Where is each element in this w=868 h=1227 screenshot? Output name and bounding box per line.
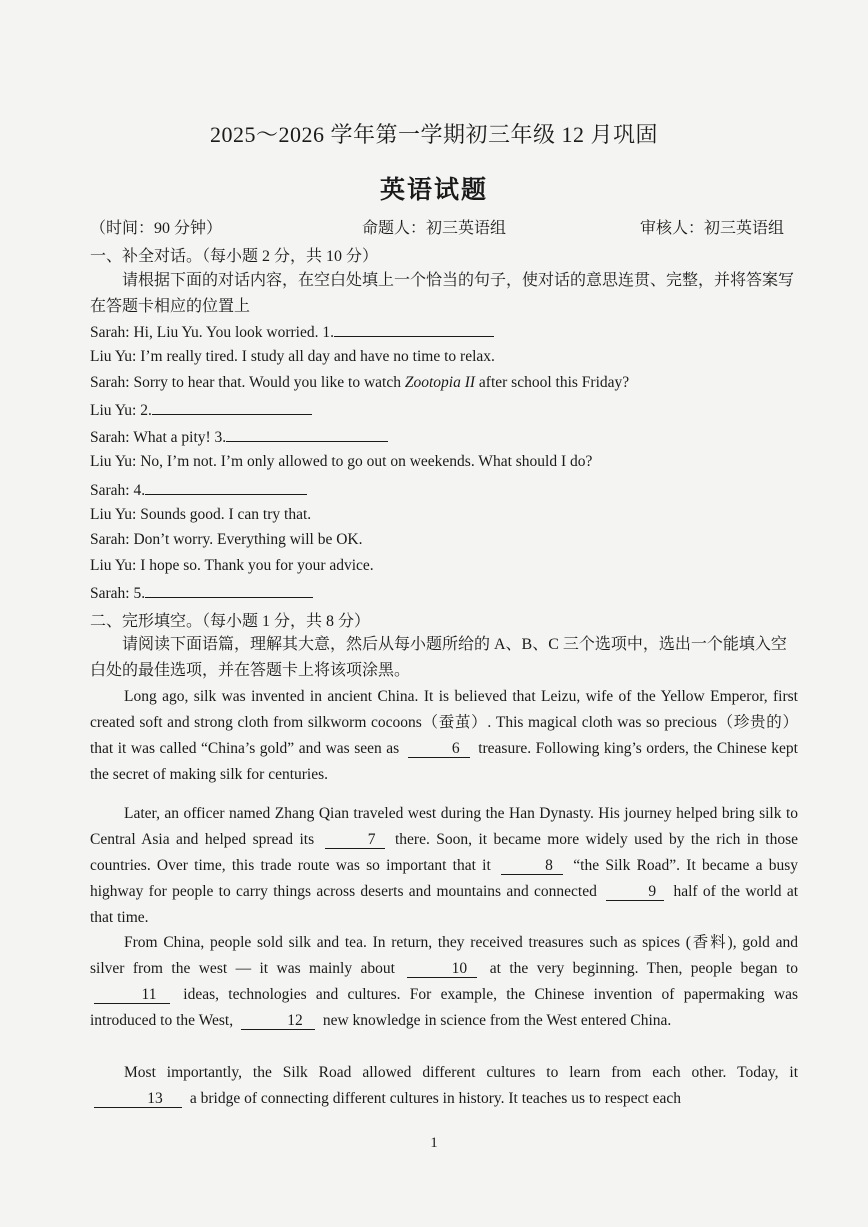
answer-blank xyxy=(145,583,313,598)
dialogue-text: Sarah: Sorry to hear that. Would you like to watch xyxy=(90,374,405,391)
paragraph-text: Later, an officer named Zhang Qian traveled west during the Han Dynasty. His journey helped bring silk to Central Asia and helped spread its xyxy=(90,805,798,848)
cloze-blank-7: 7 xyxy=(325,832,385,849)
section1-heading: 一、补全对话。（每小题 2 分，共 10 分） xyxy=(90,248,379,265)
dialogue-text: Sarah: 5. xyxy=(90,585,146,602)
exam-setter: 命题人：初三英语组 xyxy=(362,220,507,237)
dialogue-line: Liu Yu: I hope so. Thank you for your advice. xyxy=(90,557,374,574)
section1-instruction: 请根据下面的对话内容，在空白处填上一个恰当的句子，使对话的意思连贯、完整，并将答案写在答题卡相应的位置上 xyxy=(90,272,795,315)
cloze-paragraph-3 xyxy=(90,930,798,1034)
answer-blank xyxy=(152,400,312,415)
dialogue-line xyxy=(90,480,307,500)
exam-title: 2025～2026 学年第一学期初三年级 12 月巩固 xyxy=(209,122,658,147)
cloze-blank-12: 12 xyxy=(241,1013,315,1030)
dialogue-text: Sarah: What a pity! 3. xyxy=(90,429,227,446)
cloze-blank-8: 8 xyxy=(501,858,563,875)
paragraph-text: ideas, technologies and cultures. For example, the Chinese invention of papermaking was introduced to the West, xyxy=(90,986,798,1029)
exam-time: （时间：90 分钟） xyxy=(90,220,223,237)
dialogue-line: Sarah: Don’t worry. Everything will be OK. xyxy=(90,531,363,548)
dialogue-text: after school this Friday? xyxy=(475,374,630,391)
dialogue-line xyxy=(90,427,388,447)
answer-blank xyxy=(334,322,494,337)
cloze-paragraph-4 xyxy=(90,1060,798,1112)
section2-heading: 二、完形填空。（每小题 1 分，共 8 分） xyxy=(90,613,371,630)
section2-instruction: 请阅读下面语篇，理解其大意，然后从每小题所给的 A、B、C 三个选项中，选出一个能填入空白处的最佳选项，并在答题卡上将该项涂黑。 xyxy=(90,636,787,679)
dialogue-text: Sarah: Hi, Liu Yu. You look worried. 1. xyxy=(90,324,334,341)
cloze-blank-13: 13 xyxy=(94,1091,182,1108)
paragraph-text: there. Soon, it became more widely used by the rich in those countries. Over time, this trade route was so important that it xyxy=(90,831,799,874)
paragraph-text: Most importantly, the Silk Road allowed different cultures to learn from each other. Today, it xyxy=(124,1064,798,1081)
paragraph-text: half of the world at that time. xyxy=(90,883,799,926)
paragraph-text: Long ago, silk was invented in ancient China. It is believed that Leizu, wife of the Yellow Emperor, first created soft and strong cloth from silkworm cocoons（蚕茧）. This magical cloth was so precious（珍贵的）that it was called “China’s gold” and was seen as xyxy=(90,688,798,757)
paragraph-text: From China, people sold silk and tea. In return, they received treasures such as spices (香料), gold and silver from the west — it was mainly about xyxy=(90,934,798,977)
cloze-blank-11: 11 xyxy=(94,987,170,1004)
dialogue-line: Liu Yu: Sounds good. I can try that. xyxy=(90,506,312,523)
exam-subject: 英语试题 xyxy=(379,177,488,204)
dialogue-line: Liu Yu: No, I’m not. I’m only allowed to go out on weekends. What should I do? xyxy=(90,453,593,470)
dialogue-line xyxy=(90,583,313,603)
cloze-paragraph-2 xyxy=(90,801,798,931)
cloze-paragraph-1 xyxy=(90,684,798,788)
cloze-blank-10: 10 xyxy=(407,961,477,978)
exam-reviewer: 审核人：初三英语组 xyxy=(640,220,785,237)
paragraph-text: new knowledge in science from the West entered China. xyxy=(322,1012,672,1029)
paragraph-text: “the Silk Road”. It became a busy highway for people to carry things across deserts and mountains and connected xyxy=(90,857,798,900)
answer-blank xyxy=(226,427,388,442)
cloze-blank-9: 9 xyxy=(606,884,664,901)
page-number: 1 xyxy=(430,1135,438,1151)
paragraph-text: a bridge of connecting different cultures in history. It teaches us to respect each xyxy=(189,1090,681,1107)
movie-title: Zootopia II xyxy=(404,374,476,391)
dialogue-text: Sarah: 4. xyxy=(90,482,146,499)
dialogue-line xyxy=(90,374,629,392)
paragraph-text: treasure. Following king’s orders, the Chinese kept the secret of making silk for centuries. xyxy=(90,740,798,783)
cloze-blank-6: 6 xyxy=(408,741,470,758)
dialogue-line xyxy=(90,400,312,420)
answer-blank xyxy=(145,480,307,495)
paragraph-text: at the very beginning. Then, people began to xyxy=(489,960,799,977)
dialogue-line xyxy=(90,322,494,342)
dialogue-text: Liu Yu: 2. xyxy=(90,402,152,419)
dialogue-line: Liu Yu: I’m really tired. I study all day and have no time to relax. xyxy=(90,348,495,365)
